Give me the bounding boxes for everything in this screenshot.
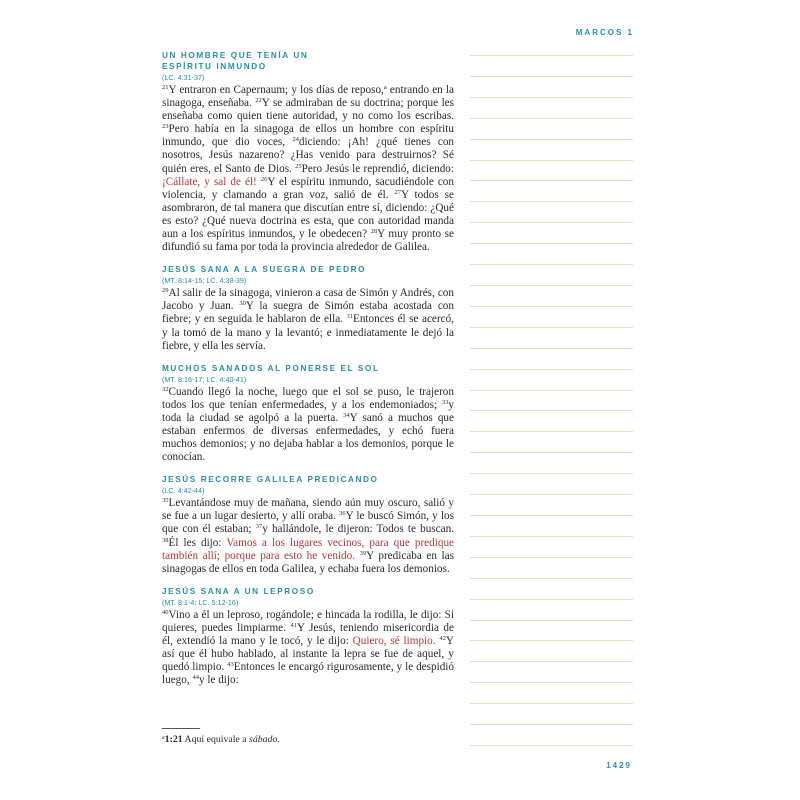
verse-segment: Pero había en la sinagoga de ellos un hombre con espíritu inmundo, que dio voces, [162, 123, 454, 149]
words-of-jesus: Vamos a los lugares vecinos, para que predique también allí; porque para esto he venido. [162, 536, 454, 562]
verse-segment: y toda la ciudad se agolpó a la puerta. [162, 398, 454, 424]
note-line [470, 515, 633, 516]
section-heading: JESÚS SANA A LA SUEGRA DE PEDRO [162, 265, 367, 275]
note-line [470, 473, 633, 474]
note-line [470, 118, 633, 119]
note-line [470, 703, 633, 704]
section-heading-line: UN HOMBRE QUE TENÍA UN [162, 51, 309, 60]
section-peter-mother-in-law [162, 264, 454, 352]
verse-text [162, 609, 454, 688]
verse-number: 39 [359, 549, 367, 557]
verse-text [162, 287, 454, 352]
verse-text [162, 497, 454, 576]
verse-number: 21 [162, 84, 169, 91]
note-line [470, 661, 633, 662]
note-line [470, 431, 633, 432]
verse-segment: Y Jesús, teniendo misericordia de él, extendió la mano y le tocó, y le dijo: [162, 621, 454, 647]
note-line [470, 285, 633, 286]
note-line [470, 410, 633, 411]
verse-segment: Y así que él hubo hablado, al instante la lepra se fue de aquel, y quedó limpio. [162, 635, 454, 674]
verse-number: 31 [346, 313, 353, 321]
section-unclean-spirit [162, 50, 454, 254]
verse-number: 33 [441, 398, 449, 406]
footnote-end: . [277, 734, 280, 745]
footnote [162, 734, 454, 746]
words-of-jesus: ¡Cállate, y sal de él! [162, 175, 257, 188]
note-line [470, 578, 633, 579]
note-line [470, 55, 633, 56]
verse-number: 44 [192, 674, 199, 682]
verse-segment: Entonces le encargó rigurosamente, y le despidió luego, [162, 661, 455, 687]
verse-text [162, 84, 454, 254]
verse-text [162, 386, 454, 465]
note-line [470, 76, 633, 77]
note-line [470, 97, 633, 98]
footnote-marker: a [162, 735, 165, 741]
note-line [470, 264, 633, 265]
note-line [470, 390, 633, 391]
verse-segment: Y entraron en Capernaum; y los días de reposo, [168, 84, 384, 96]
footnote-emphasis: sábado [249, 734, 278, 745]
verse-number: 22 [255, 97, 262, 105]
verse-segment: Y muy pronto se difundió su fama por toda la provincia alrededor de Galilea. [162, 228, 454, 254]
verse-segment: Cuando llegó la noche, luego que el sol se puso, le trajeron todos los que tenían enfermedades, y a los endemoniados; [162, 385, 454, 411]
book-chapter-header: MARCOS 1 [575, 28, 634, 37]
verse-number: 27 [394, 188, 401, 196]
note-line [470, 180, 633, 181]
note-line [470, 306, 633, 307]
verse-segment: Y sanó a muchos que estaban enfermos de diversas enfermedades, y echó fuera muchos demonios; y no dejaba hablar a los demonios, porque le conocían. [162, 411, 454, 464]
verse-number: 28 [370, 228, 378, 236]
verse-segment: Pero Jesús le reprendió, diciendo: [301, 162, 455, 175]
verse-segment: Y la suegra de Simón estaba acostada con fiebre; y en seguida le hablaron de ella. [162, 300, 454, 326]
verse-segment: Y el espíritu inmundo, sacudiéndole con violencia, y clamando a gran voz, salió de él. [162, 175, 454, 201]
verse-number: 40 [162, 608, 169, 616]
cross-reference: (MT. 8:14-15; LC. 4:38-39) [162, 276, 247, 286]
note-line [470, 682, 633, 683]
verse-segment: Y predicaba en las sinagogas de ellos en toda Galilea, y echaba fuera los demonios. [162, 549, 454, 575]
cross-reference: (MT. 8:16-17; LC. 4:40-41) [162, 374, 247, 384]
note-line [470, 599, 633, 600]
verse-segment: y le dijo: [198, 674, 239, 687]
note-line [470, 348, 633, 349]
note-line [470, 201, 633, 202]
verse-number: 23 [162, 123, 169, 131]
note-line [470, 536, 633, 537]
section-heading: MUCHOS SANADOS AL PONERSE EL SOL [162, 363, 380, 373]
section-many-healed [162, 363, 454, 465]
verse-number: 29 [162, 287, 169, 295]
verse-segment: diciendo: ¡Ah! ¿qué tienes con nosotros, Jesús nazareno? ¿Has venido para destruirnos? Sé quién eres, el Santo de Dios. [162, 136, 455, 175]
scripture-column [162, 50, 454, 697]
note-line [470, 369, 633, 370]
verse-segment: Y se admiraban de su doctrina; porque les enseñaba como quien tiene autoridad, y no como los escribas. [162, 97, 455, 123]
verse-number: 38 [162, 536, 169, 544]
verse-number: 41 [290, 621, 297, 629]
section-heading [162, 50, 454, 72]
notes-lined-area [470, 55, 633, 745]
note-line [470, 620, 633, 621]
words-of-jesus: Quiero, sé limpio. [352, 635, 436, 647]
verse-number: 24 [292, 136, 299, 144]
verse-number: 34 [343, 411, 350, 419]
note-line [470, 222, 633, 223]
verse-number: 25 [295, 162, 302, 170]
verse-segment: Él les dijo: [168, 536, 227, 549]
verse-segment: Y todos se asombraron, de tal manera que discutían entre sí, diciendo: ¿Qué es esto? ¿Qué nueva doctrina es esta, que con autoridad manda aun a los espíritus inmundos, y le obedecen? [162, 188, 454, 241]
verse-segment: Levantándose muy de mañana, siendo aún muy oscuro, salió y se fue a un lugar desierto, y allí oraba. [162, 497, 454, 523]
note-line [470, 724, 633, 725]
verse-segment: Y le buscó Simón, y los que con él estaban; [162, 510, 454, 536]
verse-number: 30 [239, 300, 246, 308]
note-line [470, 557, 633, 558]
note-line [470, 452, 633, 453]
note-line [470, 243, 633, 244]
section-heading: JESÚS SANA A UN LEPROSO [162, 586, 315, 596]
verse-number: 35 [162, 497, 169, 505]
cross-reference: (LC. 4:42-44) [162, 486, 205, 496]
note-line [470, 327, 633, 328]
verse-segment: y hallándole, le dijeron: Todos te buscan. [262, 523, 454, 536]
cross-reference: (LC. 4:31-37) [162, 73, 205, 82]
note-line [470, 160, 633, 161]
verse-number: 37 [255, 523, 263, 531]
verse-segment: Al salir de la sinagoga, vinieron a casa de Simón y Andrés, con Jacobo y Juan. [162, 287, 454, 313]
verse-number: 26 [260, 175, 268, 183]
verse-segment: Entonces él se acercó, y la tomó de la mano y la levantó; e inmediatamente le dejó la fiebre, y ella les servía. [162, 313, 454, 352]
note-line [470, 640, 633, 641]
verse-number: 43 [227, 661, 234, 669]
page-number: 1429 [606, 761, 632, 770]
note-line [470, 139, 633, 140]
section-heading-line: ESPÍRITU INMUNDO [162, 62, 267, 71]
footnote-reference: 1:21 [164, 734, 183, 745]
note-line [470, 745, 633, 746]
footnote-marker: a [383, 84, 387, 91]
note-line [470, 494, 633, 495]
footnote-text: Aquí equivale a [182, 734, 250, 745]
footnote-divider [162, 728, 200, 729]
section-leper [162, 586, 454, 688]
verse-number: 36 [339, 510, 346, 518]
verse-segment: entrando en la sinagoga, enseñaba. [162, 84, 454, 110]
section-heading: JESÚS RECORRE GALILEA PREDICANDO [162, 475, 379, 485]
verse-number: 32 [162, 385, 169, 393]
verse-number: 42 [439, 635, 446, 642]
section-preaching-galilee [162, 474, 454, 576]
cross-reference: (MT. 8:1-4; LC. 5:12-16) [162, 597, 239, 607]
verse-segment: Vino a él un leproso, rogándole; e hincada la rodilla, le dijo: Si quieres, puedes limpiarme. [162, 608, 454, 634]
